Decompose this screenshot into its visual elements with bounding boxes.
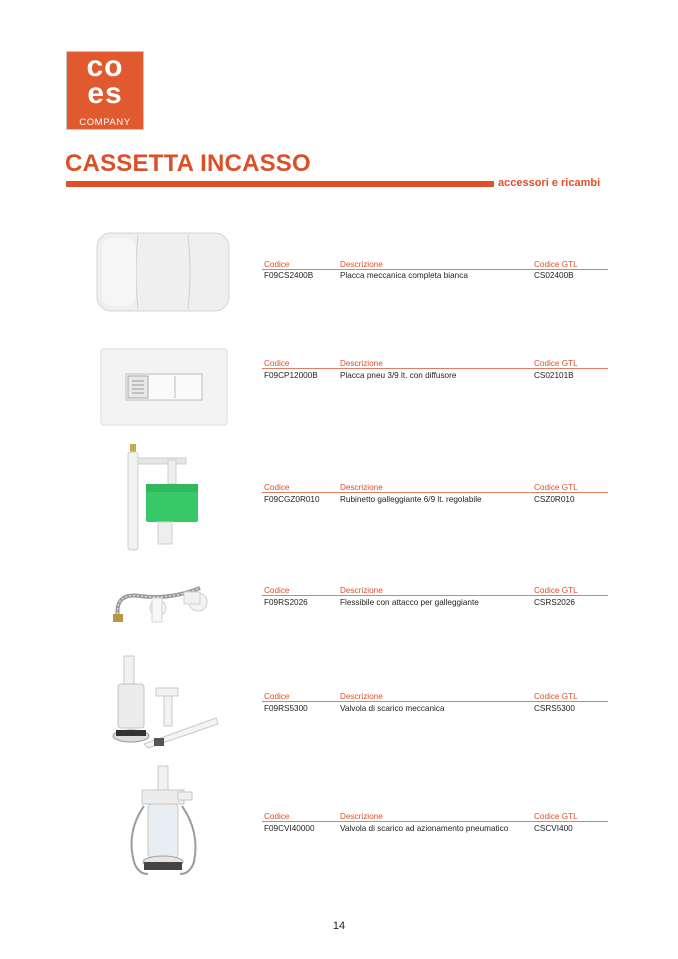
product-code: F09RS2026 bbox=[264, 598, 308, 607]
coes-company-logo bbox=[66, 51, 144, 130]
gtl-code-header: Codice GTL bbox=[534, 586, 578, 595]
header-divider bbox=[262, 269, 608, 270]
product-description: Valvola di scarico ad azionamento pneumatico bbox=[340, 824, 509, 833]
header-divider bbox=[262, 368, 608, 369]
product-gtl-code: CSRS5300 bbox=[534, 704, 575, 713]
gtl-code-header: Codice GTL bbox=[534, 812, 578, 821]
product-gtl-code: CS02400B bbox=[534, 271, 574, 280]
description-header: Descrizione bbox=[340, 812, 383, 821]
product-code: F09CVI40000 bbox=[264, 824, 315, 833]
pneumatic-drain-valve-image bbox=[120, 762, 224, 884]
page-number: 14 bbox=[332, 920, 346, 932]
page-title: CASSETTA INCASSO bbox=[65, 150, 311, 177]
logo-text-co: co bbox=[86, 50, 124, 83]
product-gtl-code: CSZ0R010 bbox=[534, 495, 575, 504]
product-description: Placca pneu 3/9 lt. con diffusore bbox=[340, 371, 457, 380]
title-rule bbox=[66, 181, 494, 187]
product-description: Flessibile con attacco per galleggiante bbox=[340, 598, 479, 607]
pneumatic-plate-image bbox=[100, 348, 228, 426]
description-header: Descrizione bbox=[340, 586, 383, 595]
float-valve-image bbox=[120, 440, 210, 552]
product-description: Valvola di scarico meccanica bbox=[340, 704, 445, 713]
header-divider bbox=[262, 492, 608, 493]
header-divider bbox=[262, 595, 608, 596]
code-header: Codice bbox=[264, 586, 290, 595]
product-code: F09CGZ0R010 bbox=[264, 495, 320, 504]
header-divider bbox=[262, 821, 608, 822]
code-header: Codice bbox=[264, 359, 290, 368]
code-header: Codice bbox=[264, 692, 290, 701]
product-gtl-code: CSRS2026 bbox=[534, 598, 575, 607]
page-subtitle: accessori e ricambi bbox=[498, 177, 601, 189]
description-header: Descrizione bbox=[340, 483, 383, 492]
code-header: Codice bbox=[264, 260, 290, 269]
header-divider bbox=[262, 701, 608, 702]
code-header: Codice bbox=[264, 483, 290, 492]
logo-text-company: COMPANY bbox=[79, 117, 131, 128]
code-header: Codice bbox=[264, 812, 290, 821]
description-header: Descrizione bbox=[340, 692, 383, 701]
mechanical-drain-valve-image bbox=[108, 652, 220, 750]
description-header: Descrizione bbox=[340, 359, 383, 368]
description-header: Descrizione bbox=[340, 260, 383, 269]
product-code: F09CP12000B bbox=[264, 371, 318, 380]
flush-plate-image bbox=[96, 232, 230, 312]
product-gtl-code: CS02101B bbox=[534, 371, 574, 380]
gtl-code-header: Codice GTL bbox=[534, 483, 578, 492]
gtl-code-header: Codice GTL bbox=[534, 260, 578, 269]
gtl-code-header: Codice GTL bbox=[534, 359, 578, 368]
product-code: F09CS2400B bbox=[264, 271, 314, 280]
product-description: Placca meccanica completa bianca bbox=[340, 271, 468, 280]
flexible-hose-image bbox=[110, 578, 212, 624]
product-description: Rubinetto galleggiante 6/9 lt. regolabile bbox=[340, 495, 482, 504]
product-gtl-code: CSCVI400 bbox=[534, 824, 573, 833]
gtl-code-header: Codice GTL bbox=[534, 692, 578, 701]
product-code: F09RS5300 bbox=[264, 704, 308, 713]
logo-text-es: es bbox=[87, 77, 123, 110]
